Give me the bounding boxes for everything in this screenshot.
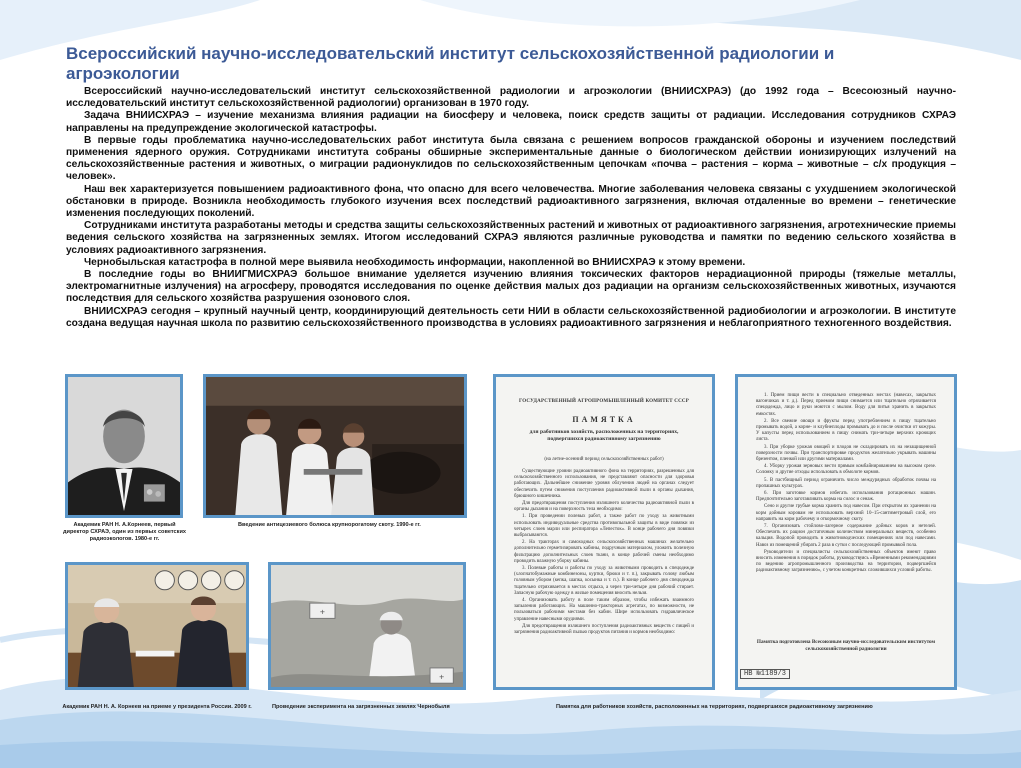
memo-paragraph: 3. Полевые работы и работы по уходу за животными проводить в спецодежде (хлопчатобумажные комбинезоны, куртки, брюки и т. п.), закрывать голову любым головным убором (кепка, шапка, косынка и т. п.). В конце рабочего дня спецодежда тщательно отряхивается в местах отдыха, а через три-четыре дня рабочий стирает. Запасную рабочую одежду в жилые помещения вносить нельзя. — [514, 566, 694, 596]
memo-paragraph: 1. Прием пищи вести в специально отведенных местах (навесах, закрытых вагончиках и т. д.). Перед приемом пищи снимается или тщательно отряхивается спецодежда, лицо и руки моются с мылом. Воду для питья хранить в закрытых емкостях. — [756, 393, 936, 417]
lab-caption: Введение антицезиевого болюса крупнорогатому скоту. 1990-е гг. — [238, 522, 421, 528]
paragraph: Чернобыльская катастрофа в полной мере выявила необходимость информации, накопленной во ВНИИСХРАЭ к этому времени. — [84, 256, 746, 268]
paragraph: Сотрудниками института разработаны методы и средства защиты сельскохозяйственных растений и животных от радиоактивного загрязнения, агротехнические приемы ведения сельского хозяйства на загрязненных землях. Итогом исследований СХРАЭ являются различные руководства и памятки по ведению сельского хозяйства в условиях радиоактивного загрязнения. — [66, 220, 956, 256]
memo-paragraph: 1. При проведении полевых работ, а также работ по уходу за животными использовать индивидуальные средства противопыльной защиты в виде повязки из четырех слоев марли или респиратора «Лепесток». В конце рабочего дня повязки выбрасываются. — [514, 514, 694, 539]
memo-paragraph: Сено и другие грубые корма хранить под навесом. При открытом их хранении на корм дойным коровам не использовать верхний 10–15-сантиметровый слой, его направить на корм рабочему и откормочному скоту. — [756, 504, 936, 522]
inventory-number: НВ №1189/3 — [740, 669, 790, 679]
field-caption: Проведение эксперимента на загрязненных землях Чернобыля — [272, 704, 450, 710]
memo-signature: Памятка подготовлена Всесоюзным научно-исследовательским институтом сельскохозяйственной радиологии — [756, 639, 936, 652]
memo-body-continued — [756, 393, 936, 576]
svg-text:+: + — [439, 671, 445, 682]
page-title: Всероссийский научно-исследовательский институт сельскохозяйственной радиологии и агроэкологии — [66, 44, 835, 83]
meeting-caption: Академик РАН Н. А. Корнеев на приеме у президента России. 2009 г. — [62, 704, 252, 710]
memo-paragraph: 6. При заготовке кормов избегать использования ротационных машин. Предпочтительно заготавливать корма на силос и сенаж. — [756, 491, 936, 503]
svg-text:+: + — [319, 606, 325, 617]
memo-paragraph: Руководители и специалисты сельскохозяйственных объектов имеют право вносить изменения в порядок работы, руководствуясь «Временными рекомендациями по ведению агропромышленного производства на территории, подвергшейся радиоактивному загрязнению», с учетом конкретных сложившихся условий работы. — [756, 549, 936, 574]
memo-page-2 — [735, 374, 957, 690]
memo-paragraph: 5. В пастбищный период ограничить число междурядных обработок почвы на пропашных культурах. — [756, 477, 936, 489]
paragraph: В первые годы проблематика научно-исследовательских работ института была связана с решением вопросов гражданской обороны и изучением последствий применения ядерного оружия. Сотрудниками института собраны обширные экспериментальные данные о биологическом действии ионизирующих излучений на сельскохозяйственные растения и животных, о миграции радионуклидов по сельскохозяйственным цепочкам «почва – растения – корма – животные – с/х продукция – человек». — [66, 134, 956, 183]
memo-caption: Памятка для работников хозяйств, расположенных на территориях, подвергшихся радиоактивному загрязнению — [556, 704, 873, 710]
paragraph: Наш век характеризуется повышением радиоактивного фона, что опасно для всего человечества. Многие заболевания человека связаны с ухудшением экологической обстановки в природе. Возникла необходимость глубокого изучения всех последствий радиоактивного загрязнения, включая отдаленные во времени – генетические изменения последующих поколений. — [66, 183, 956, 220]
paragraph: Задача ВНИИСХРАЭ – изучение механизма влияния радиации на биосферу и человека, поиск средств защиты от радиации. Исследования сотрудников СХРАЭ направлены на предупреждение экологической катастрофы. — [66, 110, 956, 134]
memo-paragraph: 2. Все свежие овощи и фрукты перед употреблением в пищу тщательно промывать водой, а корне- и клубнеплоды промывать до и после очистки от кожуры. У капусты перед использованием в пищу снимать три-четыре верхних кроющих листа. — [756, 418, 936, 443]
memo-subtitle: для работников хозяйств, расположенных на территориях, подвергшихся радиоактивному загрязнению — [529, 429, 679, 442]
paragraph: ВНИИСХРАЭ сегодня – крупный научный центр, координирующий деятельность сети НИИ в области сельскохозяйственной радиобиологии и агроэкологии. В институте создана ведущая научная школа по развитию сельскохозяйственного производства в условиях радиоактивного загрязнения и неблагоприятного техногенного воздействия. — [66, 305, 956, 329]
memo-page-1 — [493, 374, 715, 690]
portrait-caption: Академик РАН Н. А.Корнеев, первый директор СХРАЭ, один из первых советских радиоэкологов. 1980-е гг. — [62, 522, 187, 542]
memo-note: (на летне-осенний период сельскохозяйственных работ) — [544, 457, 664, 462]
memo-paragraph: Для предотвращения поступления излишнего количества радиоактивной пыли в органы дыхания и на поверхность тела необходимо: — [514, 501, 694, 513]
memo-paragraph: Для предотвращения излишнего поступления радиоактивных веществ с пищей и загрязнения радиоактивной пылью продуктов питания и кормов необходимо: — [514, 623, 694, 636]
portrait-photo — [65, 374, 183, 518]
memo-org: ГОСУДАРСТВЕННЫЙ АГРОПРОМЫШЛЕННЫЙ КОМИТЕТ СССР — [519, 399, 689, 404]
memo-paragraph: 3. При уборке урожая овощей и плодов не складировать их на незащищенной поверхности почвы. При транспортировке продуктов желательно укрывать машины брезентом, пленкой или другими материалами. — [756, 444, 936, 463]
memo-paragraph: Существующие уровни радиоактивного фона на территориях, разрешенных для сельскохозяйственного использования, не представляют опасности для здоровья работающих. Дальнейшее снижение уровня облучения людей на органах следует обеспечить путем снижения поступления радиоактивной пыли в органы дыхания, брюшного кишечника. — [514, 469, 694, 499]
memo-paragraph: 2. На тракторах и самоходных сельскохозяйственных машинах желательно дополнительно герметизировать кабины, подручным материалом, уложить полезную фильтрацию дополнительных слоев ткани, в конце рабочей смены необходимо проводить влажную уборку кабины. — [514, 540, 694, 564]
paragraph: Всероссийский научно-исследовательский институт сельскохозяйственной радиологии и агроэкологии (ВНИИСХРАЭ) (до 1992 года – Всесоюзный научно-исследовательский институт сельскохозяйственной радиологии) организован в 1970 году. — [66, 86, 956, 110]
memo-paragraph: 4. Организовать работу в поле таким образом, чтобы избежать взаимного запыления работающих. На машинно-тракторных агрегатах, по возможности, не пользоваться рабочими местами без кабин. Шире использовать гидравлическое управление навесными орудиями. — [514, 598, 694, 622]
paragraph: В последние годы во ВНИИГМИСХРАЭ большое внимание уделяется изучению влияния токсических факторов нерадиационной природы (тяжелые металлы, электромагнитные излучения) на агросферу, проводятся исследования по оценке действия малых доз радиации на организм сельскохозяйственных животных, изучаются последствия для сельского хозяйства разрушения озонового слоя. — [66, 269, 956, 305]
memo-heading: ПАМЯТКА — [572, 415, 636, 424]
memo-paragraph: 7. Организовать стойлово-лагерное содержание дойных коров и нетелей. Обеспечить их рацион достаточным количеством минеральных веществ, особенно кальция. Водопой проводить в животноводческих помещениях или под навесами. Навоз из помещений убирать 2 раза в сутки с последующей промывкой пола. — [756, 524, 936, 548]
field-photo — [268, 562, 466, 690]
article-text — [66, 86, 956, 330]
memo-paragraph: 4. Уборку урожая зерновых вести прямым комбайнированием на высоком срезе. Соломку и другие отходы использовать в обмолоте кормов. — [756, 464, 936, 476]
meeting-photo — [65, 562, 249, 690]
memo-body — [514, 469, 694, 637]
lab-photo — [203, 374, 467, 518]
